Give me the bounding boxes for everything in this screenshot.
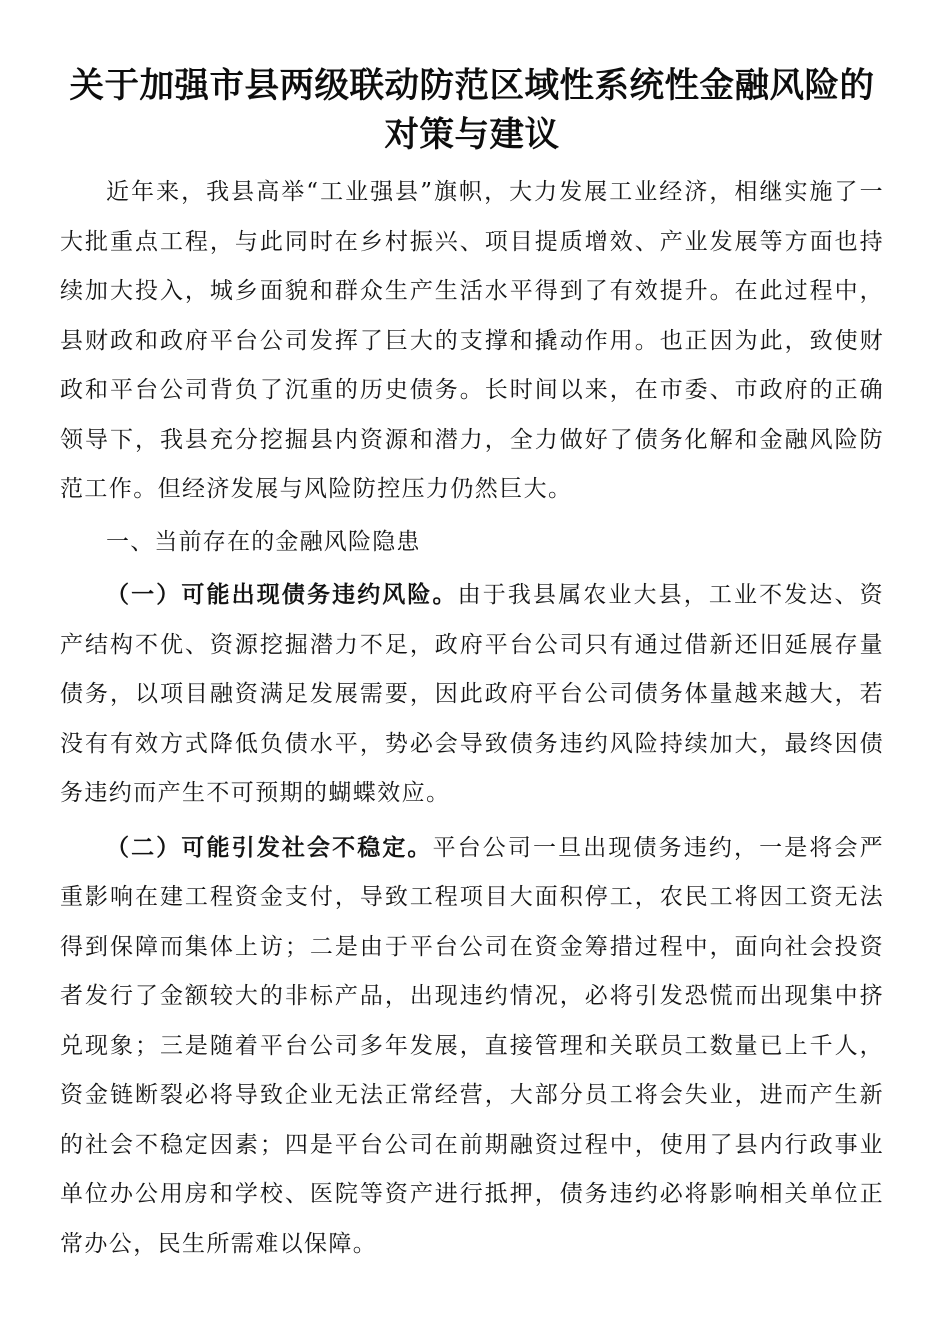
risk-point-2 <box>60 823 884 1270</box>
section-heading-1: 一、当前存在的金融风险隐患 <box>106 528 421 555</box>
title-line-2: 对策与建议 <box>384 115 560 155</box>
title-line-1: 关于加强市县两级联动防范区域性系统性金融风险的 <box>69 66 875 106</box>
risk-point-1 <box>60 570 884 819</box>
risk-point-2-text: 平台公司一旦出现债务违约，一是将会严重影响在建工程资金支付，导致工程项目大面积停工，农民工将因工资无法得到保障而集体上访；二是由于平台公司在资金筹措过程中，面向社会投资者发行了金额较大的非标产品，出现违约情况，必将引发恐慌而出现集中挤兑现象；三是随着平台公司多年发展，直接管理和关联员工数量已上千人，资金链断裂必将导致企业无法正常经营，大部分员工将会失业，进而产生新的社会不稳定因素；四是平台公司在前期融资过程中，使用了县内行政事业单位办公用房和学校、医院等资产进行抵押，债务违约必将影响相关单位正常办公，民生所需难以保障。 <box>60 834 884 1257</box>
document-title <box>60 62 884 160</box>
risk-point-1-text: 由于我县属农业大县，工业不发达、资产结构不优、资源挖掘潜力不足，政府平台公司只有通过借新还旧延展存量债务，以项目融资满足发展需要，因此政府平台公司债务体量越来越大，若没有有效方式降低负债水平，势必会导致债务违约风险持续加大，最终因债务违约而产生不可预期的蝴蝶效应。 <box>60 582 884 806</box>
risk-point-2-lead: （二）可能引发社会不稳定。 <box>106 833 433 861</box>
risk-point-1-lead: （一）可能出现债务违约风险。 <box>106 581 458 608</box>
intro-paragraph: 近年来，我县高举“工业强县”旗帜，大力发展工业经济，相继实施了一大批重点工程，与此同时在乡村振兴、项目提质增效、产业发展等方面也持续加大投入，城乡面貌和群众生产生活水平得到了有效提升。在此过程中，县财政和政府平台公司发挥了巨大的支撑和撬动作用。也正因为此，致使财政和平台公司背负了沉重的历史债务。长时间以来，在市委、市政府的正确领导下，我县充分挖掘县内资源和潜力，全力做好了债务化解和金融风险防范工作。但经济发展与风险防控压力仍然巨大。 <box>60 179 884 502</box>
